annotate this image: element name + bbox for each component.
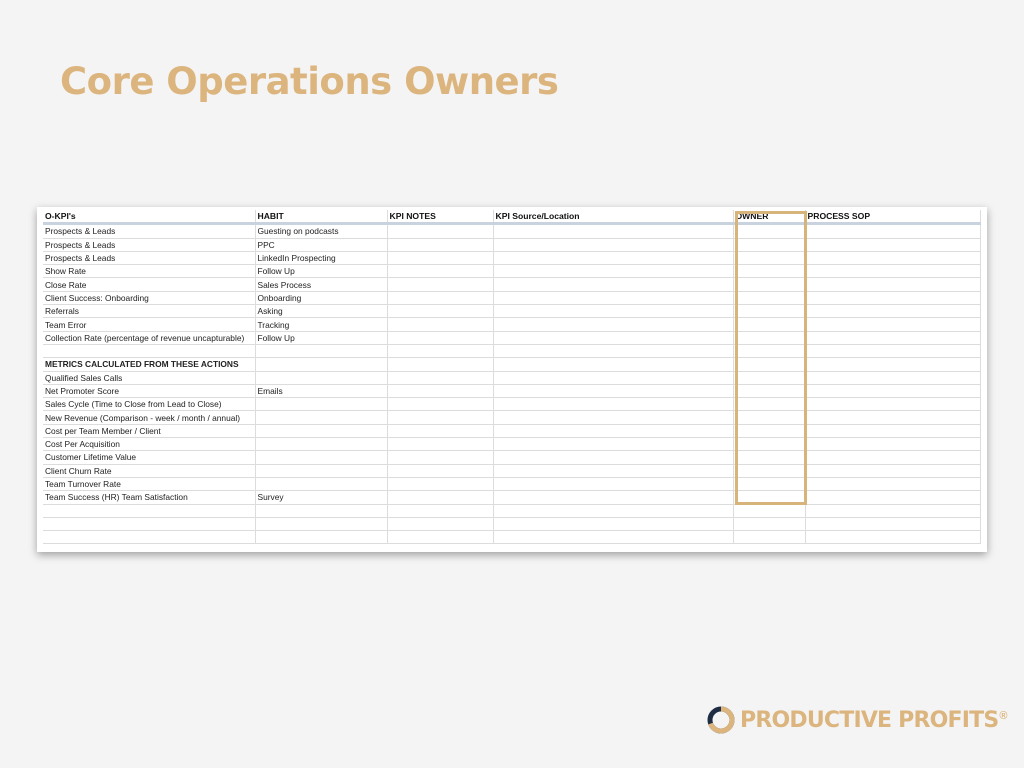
owner-column-highlight [735,211,807,505]
empty-cell[interactable] [387,384,493,397]
slide-title: Core Operations Owners [60,60,559,103]
habit-cell[interactable]: PPC [255,238,387,251]
kpi-cell[interactable]: Customer Lifetime Value [43,451,255,464]
empty-cell[interactable] [493,238,733,251]
habit-cell[interactable] [255,504,387,517]
empty-cell[interactable] [493,398,733,411]
empty-cell[interactable] [805,358,980,371]
kpi-cell[interactable]: Sales Cycle (Time to Close from Lead to Close) [43,398,255,411]
table-row [43,477,980,490]
empty-cell[interactable] [805,491,980,504]
kpi-cell[interactable]: Collection Rate (percentage of revenue uncapturable) [43,331,255,344]
empty-cell[interactable] [387,491,493,504]
habit-cell[interactable]: LinkedIn Prospecting [255,251,387,264]
kpi-cell[interactable] [43,504,255,517]
table-row [43,305,980,318]
header-okpis: O-KPI's [43,210,255,224]
kpi-cell[interactable]: Prospects & Leads [43,251,255,264]
kpi-cell[interactable] [43,531,255,544]
empty-cell[interactable] [805,344,980,357]
empty-cell[interactable] [493,318,733,331]
habit-cell[interactable]: Follow Up [255,331,387,344]
kpi-cell[interactable]: Client Churn Rate [43,464,255,477]
empty-cell[interactable] [805,265,980,278]
empty-cell[interactable] [493,451,733,464]
table-row [43,331,980,344]
kpi-cell[interactable]: METRICS CALCULATED FROM THESE ACTIONS [43,358,255,371]
empty-cell[interactable] [805,531,980,544]
empty-cell[interactable] [493,224,733,238]
header-row [43,210,980,224]
empty-cell[interactable] [805,477,980,490]
empty-cell[interactable] [387,371,493,384]
table-row [43,238,980,251]
empty-cell[interactable] [387,517,493,530]
habit-cell[interactable]: Tracking [255,318,387,331]
kpi-cell[interactable]: Show Rate [43,265,255,278]
table-row [43,451,980,464]
table-row [43,344,980,357]
empty-cell[interactable] [805,398,980,411]
habit-cell[interactable]: Onboarding [255,291,387,304]
empty-cell[interactable] [493,438,733,451]
table-row [43,464,980,477]
kpi-cell[interactable]: Cost Per Acquisition [43,438,255,451]
empty-cell[interactable] [493,251,733,264]
empty-cell[interactable] [733,531,805,544]
habit-cell[interactable]: Emails [255,384,387,397]
empty-cell[interactable] [805,451,980,464]
empty-cell[interactable] [493,291,733,304]
empty-cell[interactable] [387,278,493,291]
empty-cell[interactable] [493,411,733,424]
table-row [43,291,980,304]
kpi-cell[interactable]: Net Promoter Score [43,384,255,397]
empty-cell[interactable] [387,331,493,344]
empty-cell[interactable] [805,251,980,264]
kpi-cell[interactable]: Team Error [43,318,255,331]
table-row [43,371,980,384]
empty-cell[interactable] [387,398,493,411]
table-row [43,318,980,331]
header-kpi-notes: KPI NOTES [387,210,493,224]
empty-cell[interactable] [805,371,980,384]
brand-name: PRODUCTIVE PROFITS [740,707,999,733]
empty-cell[interactable] [805,278,980,291]
kpi-cell[interactable]: Referrals [43,305,255,318]
empty-cell[interactable] [493,424,733,437]
empty-cell[interactable] [805,411,980,424]
table-row [43,504,980,517]
kpi-cell[interactable]: Team Turnover Rate [43,477,255,490]
empty-cell[interactable] [387,477,493,490]
empty-cell[interactable] [387,291,493,304]
header-owner: OWNER [733,210,805,224]
habit-cell[interactable] [255,371,387,384]
table-row [43,517,980,530]
empty-cell[interactable] [387,451,493,464]
brand-logo [706,704,1008,736]
habit-cell[interactable] [255,344,387,357]
empty-cell[interactable] [387,344,493,357]
habit-cell[interactable] [255,477,387,490]
empty-cell[interactable] [387,504,493,517]
empty-cell[interactable] [387,438,493,451]
empty-cell[interactable] [493,504,733,517]
spreadsheet-screenshot [37,207,987,552]
empty-cell[interactable] [493,477,733,490]
empty-cell[interactable] [387,464,493,477]
kpi-cell[interactable]: Prospects & Leads [43,238,255,251]
table-row [43,251,980,264]
table-row [43,411,980,424]
kpi-cell[interactable]: Cost per Team Member / Client [43,424,255,437]
table-body [43,224,980,544]
table-row [43,224,980,238]
empty-cell[interactable] [493,305,733,318]
empty-cell[interactable] [387,318,493,331]
empty-cell[interactable] [387,531,493,544]
table-row [43,491,980,504]
empty-cell[interactable] [733,504,805,517]
empty-cell[interactable] [493,384,733,397]
empty-cell[interactable] [805,331,980,344]
header-habit: HABIT [255,210,387,224]
empty-cell[interactable] [387,238,493,251]
table-row [43,384,980,397]
empty-cell[interactable] [387,424,493,437]
empty-cell[interactable] [805,504,980,517]
empty-cell[interactable] [805,291,980,304]
table-row [43,265,980,278]
habit-cell[interactable] [255,451,387,464]
kpi-cell[interactable] [43,344,255,357]
empty-cell[interactable] [805,238,980,251]
habit-cell[interactable] [255,517,387,530]
habit-cell[interactable]: Asking [255,305,387,318]
empty-cell[interactable] [493,358,733,371]
habit-cell[interactable] [255,358,387,371]
empty-cell[interactable] [387,411,493,424]
empty-cell[interactable] [805,305,980,318]
empty-cell[interactable] [493,331,733,344]
kpi-owner-table [43,210,981,544]
registered-mark: ® [999,710,1008,722]
empty-cell[interactable] [493,265,733,278]
table-row [43,398,980,411]
habit-cell[interactable]: Guesting on podcasts [255,224,387,238]
empty-cell[interactable] [387,251,493,264]
ring-logo-icon [706,705,736,735]
habit-cell[interactable]: Follow Up [255,265,387,278]
empty-cell[interactable] [387,305,493,318]
empty-cell[interactable] [493,517,733,530]
habit-cell[interactable] [255,411,387,424]
empty-cell[interactable] [493,491,733,504]
kpi-cell[interactable]: Client Success: Onboarding [43,291,255,304]
empty-cell[interactable] [733,517,805,530]
empty-cell[interactable] [805,318,980,331]
empty-cell[interactable] [805,438,980,451]
header-process-sop: PROCESS SOP [805,210,980,224]
table-row [43,531,980,544]
empty-cell[interactable] [387,265,493,278]
empty-cell[interactable] [387,224,493,238]
table-row [43,424,980,437]
kpi-cell[interactable] [43,517,255,530]
empty-cell[interactable] [805,464,980,477]
kpi-cell[interactable]: Close Rate [43,278,255,291]
habit-cell[interactable]: Survey [255,491,387,504]
header-kpi-source: KPI Source/Location [493,210,733,224]
kpi-cell[interactable]: New Revenue (Comparison - week / month / annual) [43,411,255,424]
empty-cell[interactable] [805,224,980,238]
kpi-cell[interactable]: Team Success (HR) Team Satisfaction [43,491,255,504]
empty-cell[interactable] [805,384,980,397]
empty-cell[interactable] [805,424,980,437]
empty-cell[interactable] [493,371,733,384]
kpi-cell[interactable]: Prospects & Leads [43,224,255,238]
habit-cell[interactable] [255,464,387,477]
table-row [43,358,980,371]
table-row [43,438,980,451]
empty-cell[interactable] [493,464,733,477]
empty-cell[interactable] [387,358,493,371]
empty-cell[interactable] [493,344,733,357]
habit-cell[interactable] [255,424,387,437]
empty-cell[interactable] [493,278,733,291]
habit-cell[interactable] [255,438,387,451]
kpi-cell[interactable]: Qualified Sales Calls [43,371,255,384]
habit-cell[interactable]: Sales Process [255,278,387,291]
habit-cell[interactable] [255,398,387,411]
habit-cell[interactable] [255,531,387,544]
empty-cell[interactable] [805,517,980,530]
table-row [43,278,980,291]
empty-cell[interactable] [493,531,733,544]
